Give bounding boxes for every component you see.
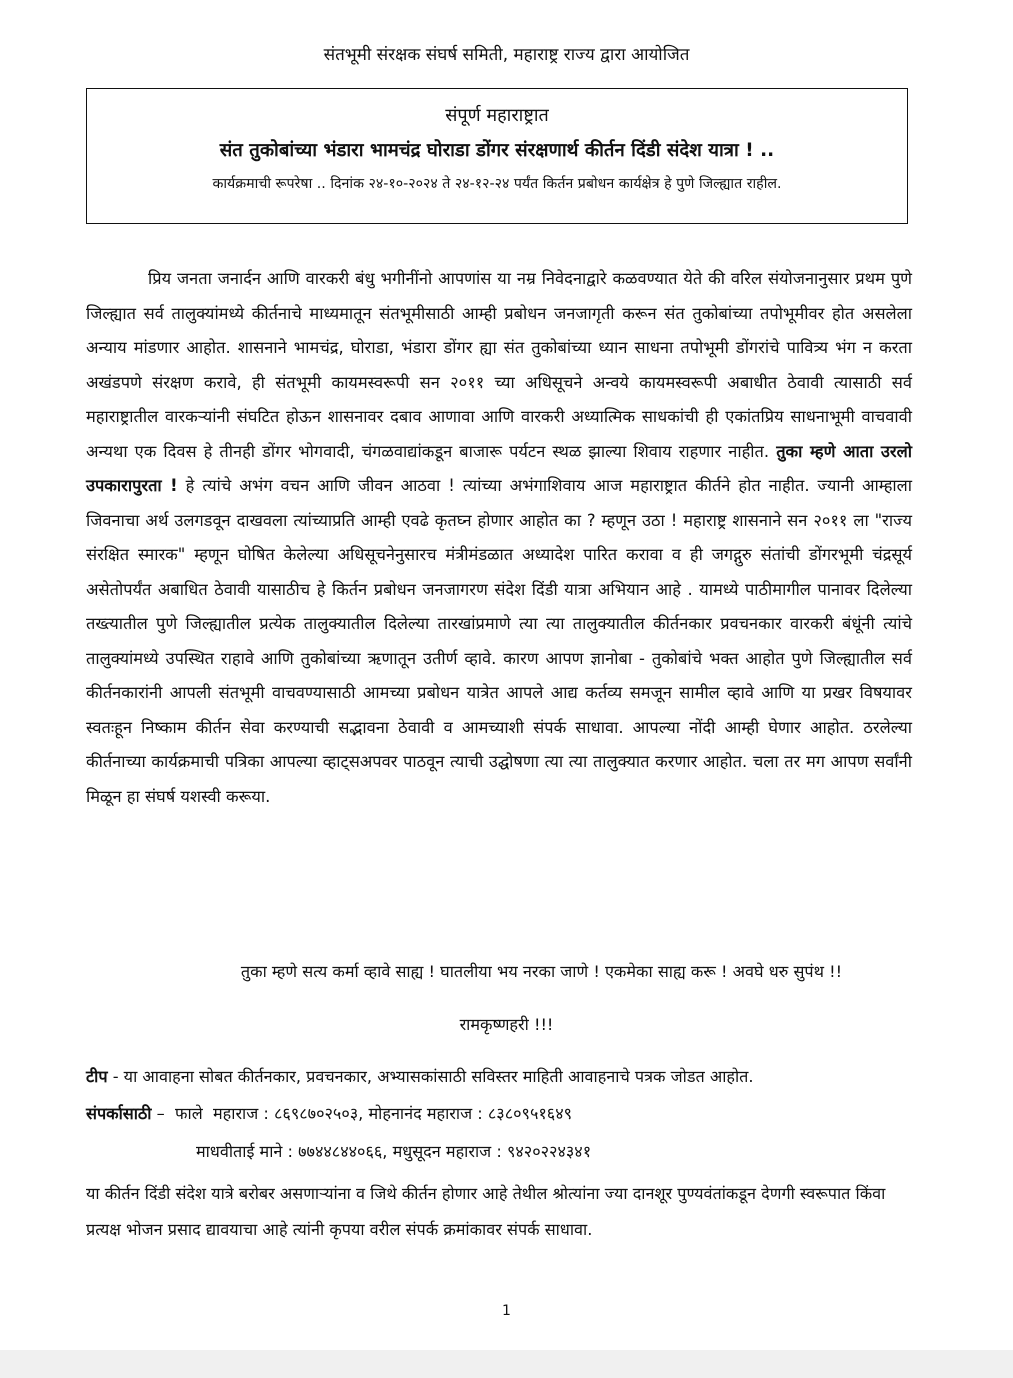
- organizer-line: संतभूमी संरक्षक संघर्ष समिती, महाराष्ट्र राज्य द्वारा आयोजित: [323, 45, 690, 65]
- abhang-verse: तुका म्हणे सत्य कर्मा व्हावे साह्य ! घातलीया भय नरका जाणे ! एकमेका साह्य करू ! अवघे धरु सुपंथ !!: [240, 962, 843, 981]
- title-subheading: संपूर्ण महाराष्ट्रात: [445, 105, 549, 126]
- page-number: 1: [502, 1303, 511, 1319]
- contact-line-2: माधवीताई माने : ७७४४८४४०६६, मधुसूदन महाराज : ९४२०२२४३४१: [196, 1142, 592, 1161]
- contact-label: संपर्कासाठी: [86, 1104, 152, 1123]
- note-text: - या आवाहना सोबत कीर्तनकार, प्रवचनकार, अभ्यासकांसाठी सविस्तर माहिती आवाहनाचे पत्रक जोडत आहोत.: [107, 1067, 754, 1086]
- donation-paragraph: या कीर्तन दिंडी संदेश यात्रे बरोबर असणाऱ्यांना व जिथे कीर्तन होणार आहे तेथील श्रोत्यांना ज्या दानशूर पुण्यवंतांकडून देणगी स्वरूपात किंवा प्रत्यक्ष भोजन प्रसाद द्यावयाचा आहे त्यांनी कृपया वरील संपर्क क्रमांकावर संपर्क साधावा.: [86, 1184, 886, 1239]
- body-text-part1: प्रिय जनता जनार्दन आणि वारकरी बंधु भगीनींनो आपणांस या नम्र निवेदनाद्वारे कळवण्यात येते की वरिल संयोजनानुसार प्रथम पुणे जिल्ह्यात सर्व तालुक्यांमध्ये कीर्तनाचे माध्यमातून संतभूमीसाठी आम्ही प्रबोधन जनजागृती करून संत तुकोबांच्या तपोभूमीवर होत असलेला अन्याय मांडणार आहोत. शासनाने भामचंद्र, घोराडा, भंडारा डोंगर ह्या संत तुकोबांच्या ध्यान साधना तपोभूमी डोंगरांचे पावित्र्य भंग न करता अखंडपणे संरक्षण करावे, ही संतभूमी कायमस्वरूपी सन २०११ च्या अधिसूचने अन्वये कायमस्वरूपी अबाधीत ठेवावी त्यासाठी सर्व महाराष्ट्रातील वारकऱ्यांनी संघटित होऊन शासनावर दबाव आणावा आणि वारकरी अध्यात्मिक साधकांची ही एकांतप्रिय साधनाभूमी वाचवावी अन्यथा एक दिवस हे तीनही डोंगर भोगवादी, चंगळवाद्यांकडून बाजारू पर्यटन स्थळ झाल्या शिवाय राहणार नाहीत.: [86, 269, 912, 461]
- note-line: [86, 1065, 912, 1087]
- contact-numbers-1: – फाले महाराज : ८६९८७०२५०३, मोहनानंद महाराज : ८३८०९५१६४९: [151, 1104, 573, 1123]
- note-label: टीप: [86, 1067, 108, 1086]
- closing-salutation: रामकृष्णहरी !!!: [459, 1015, 554, 1034]
- contact-line-1: [86, 1102, 572, 1124]
- body-text-part2: हे त्यांचे अभंग वचन आणि जीवन आठवा ! त्यांच्या अभंगाशिवाय आज महाराष्ट्रात कीर्तने होत नाहीत. ज्यानी आम्हाला जिवनाचा अर्थ उलगडवून दाखवला त्यांच्याप्रति आम्ही एवढे कृतघ्न होणार आहोत का ? म्हणून उठा ! महाराष्ट्र शासनाने सन २०११ ला "राज्य संरक्षित स्मारक" म्हणून घोषित केलेल्या अधिसूचनेनुसारच मंत्रीमंडळात अध्यादेश पारित करावा व ही जगद्गुरु संतांची डोंगरभूमी चंद्रसूर्य असेतोपर्यंत अबाधित ठेवावी यासाठीच हे किर्तन प्रबोधन जनजागरण संदेश दिंडी यात्रा अभियान आहे . यामध्ये पाठीमागील पानावर दिलेल्या तख्त्यातील पुणे जिल्ह्यातील प्रत्येक तालुक्यातील दिलेल्या तारखांप्रमाणे त्या त्या तालुक्यातील कीर्तनकार प्रवचनकार वारकरी बंधूंनी त्यांचे तालुक्यांमध्ये उपस्थित राहावे आणि तुकोबांच्या ऋणातून उतीर्ण व्हावे. कारण आपण ज्ञानोबा - तुकोबांचे भक्त आहोत पुणे जिल्ह्यातील सर्व कीर्तनकारांनी आपली संतभूमी वाचवण्यासाठी आमच्या प्रबोधन यात्रेत आपले आद्य कर्तव्य समजून सामील व्हावे आणि या प्रखर विषयावर स्वतःहून निष्काम कीर्तन सेवा करण्याची सद्भावना ठेवावी व आमच्याशी संपर्क साधावा. आपल्या नोंदी आम्ही घेणार आहोत. ठरलेल्या कीर्तनाच्या कार्यक्रमाची पत्रिका आपल्या व्हाट्सअपवर पाठवून त्याची उद्घोषणा त्या त्या तालुक्यात करणार आहोत. चला तर मग आपण सर्वांनी मिळून हा संघर्ष यशस्वी करूया.: [86, 476, 913, 806]
- program-outline: कार्यक्रमाची रूपरेषा .. दिनांक २४-१०-२०२४ ते २४-१२-२४ पर्यंत किर्तन प्रबोधन कार्यक्षेत्र हे पुणे जिल्ह्यात राहील.: [212, 176, 782, 192]
- body-paragraph: [86, 262, 912, 814]
- main-title: संत तुकोबांच्या भंडारा भामचंद्र घोराडा डोंगर संरक्षणार्थ कीर्तन दिंडी संदेश यात्रा ! ..: [219, 140, 775, 161]
- body-bold-quote: तुका म्हणे आता उरलो उपकारापुरता !: [86, 441, 912, 495]
- title-box: [86, 88, 908, 224]
